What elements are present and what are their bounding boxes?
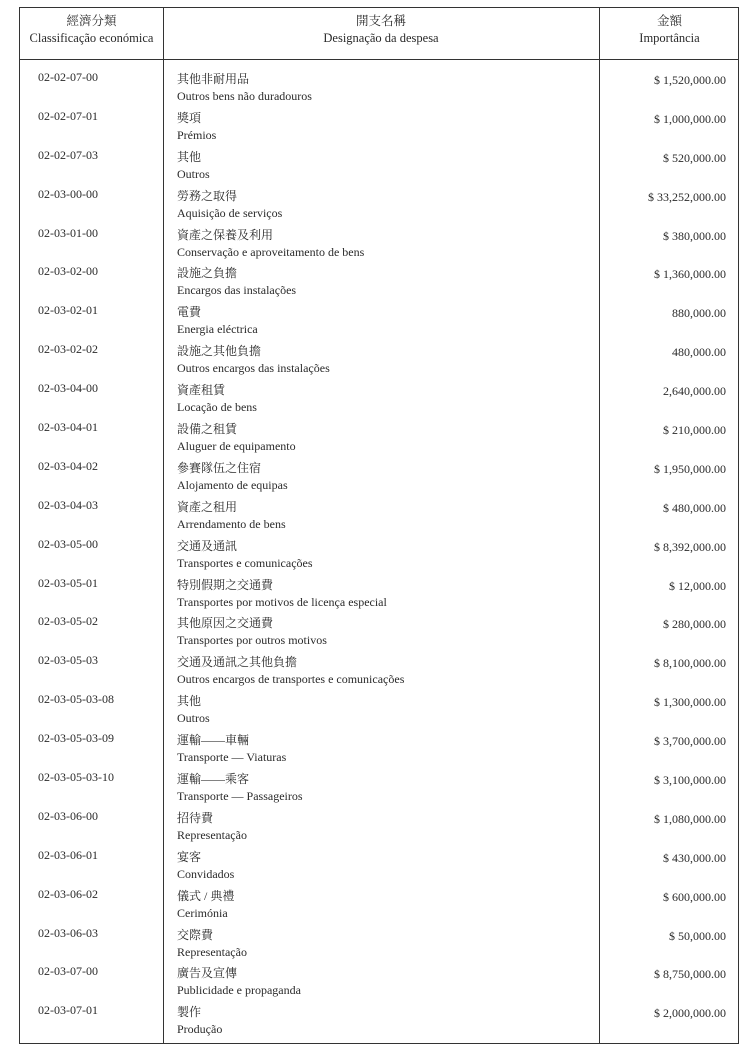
row-code: 02-03-06-02 [38, 886, 98, 901]
row-code: 02-02-07-01 [38, 108, 98, 123]
row-designation-zh: 設施之其他負擔 [177, 344, 262, 359]
row-amount: $ 210,000.00 [663, 423, 726, 438]
row-amount: $ 1,000,000.00 [654, 111, 726, 126]
header-amount-zh: 金額 [656, 14, 682, 28]
row-amount: $ 380,000.00 [663, 228, 726, 243]
row-designation-zh: 運輸——車輛 [177, 733, 250, 748]
row-designation-zh: 勞務之取得 [177, 188, 238, 203]
table-row [20, 651, 740, 690]
row-amount: $ 430,000.00 [663, 850, 726, 865]
row-designation-pt: Outros encargos de transportes e comunicações [177, 672, 405, 687]
table-row [20, 885, 740, 924]
row-amount: $ 3,700,000.00 [654, 734, 726, 749]
row-code: 02-03-05-03-08 [38, 692, 114, 707]
row-amount: $ 600,000.00 [663, 889, 726, 904]
row-amount: $ 1,950,000.00 [654, 461, 726, 476]
row-code: 02-03-07-00 [38, 964, 98, 979]
row-amount: $ 2,000,000.00 [654, 1006, 726, 1021]
table-row [20, 729, 740, 768]
row-amount: $ 1,520,000.00 [654, 73, 726, 87]
row-code: 02-03-05-03 [38, 653, 98, 668]
table-row [20, 340, 740, 379]
row-amount: $ 1,080,000.00 [654, 811, 726, 826]
row-code: 02-03-06-01 [38, 847, 98, 862]
row-code: 02-02-07-03 [38, 147, 98, 162]
row-designation-zh: 設備之租賃 [177, 422, 238, 437]
row-code: 02-03-05-03-10 [38, 770, 114, 785]
table-row [20, 846, 740, 885]
row-designation-pt: Transportes e comunicações [177, 555, 313, 570]
row-amount: 880,000.00 [672, 306, 726, 321]
table-row [20, 262, 740, 301]
row-designation-pt: Outros [177, 166, 210, 181]
row-amount: $ 50,000.00 [669, 928, 726, 943]
row-amount: $ 8,392,000.00 [654, 539, 726, 554]
row-designation-pt: Representação [177, 944, 247, 959]
table-row [20, 107, 740, 146]
table-row [20, 68, 740, 107]
row-designation-zh: 其他 [177, 149, 202, 164]
row-amount: 2,640,000.00 [663, 384, 726, 399]
row-code: 02-03-05-00 [38, 536, 98, 551]
budget-table [19, 7, 739, 1044]
row-designation-zh: 交通及通訊 [177, 538, 238, 553]
row-designation-pt: Outros encargos das instalações [177, 361, 330, 376]
row-code: 02-03-02-02 [38, 342, 98, 357]
table-row [20, 224, 740, 263]
row-designation-zh: 招待費 [177, 810, 214, 825]
header-classification-zh: 經濟分類 [66, 14, 117, 28]
row-amount: $ 520,000.00 [663, 150, 726, 165]
table-row [20, 496, 740, 535]
row-designation-zh: 電費 [177, 305, 202, 320]
row-amount: 480,000.00 [672, 345, 726, 360]
row-designation-zh: 交通及通訊之其他負擔 [177, 655, 298, 670]
row-code: 02-03-02-00 [38, 264, 98, 279]
row-designation-zh: 其他原因之交通費 [177, 616, 274, 631]
table-row [20, 379, 740, 418]
row-designation-zh: 廣告及宣傳 [177, 966, 238, 981]
row-designation-zh: 獎項 [177, 110, 202, 125]
row-code: 02-03-04-03 [38, 497, 98, 512]
header-divider [20, 59, 738, 60]
table-row [20, 768, 740, 807]
row-designation-pt: Encargos das instalações [177, 283, 297, 298]
row-designation-pt: Outros bens não duradouros [177, 89, 312, 103]
table-row [20, 612, 740, 651]
row-designation-zh: 資產租賃 [177, 383, 226, 398]
row-amount: $ 1,360,000.00 [654, 267, 726, 282]
row-code: 02-03-07-01 [38, 1003, 98, 1018]
header-classification-pt: Classificação económica [29, 31, 154, 45]
header-designation [163, 13, 599, 47]
row-code: 02-03-02-01 [38, 303, 98, 318]
row-code: 02-03-04-00 [38, 381, 98, 396]
row-code: 02-03-06-00 [38, 808, 98, 823]
row-designation-pt: Arrendamento de bens [177, 516, 286, 531]
row-designation-zh: 參賽隊伍之住宿 [177, 460, 262, 475]
table-row [20, 690, 740, 729]
table-row [20, 1001, 740, 1040]
header-classification [20, 13, 163, 47]
table-row [20, 535, 740, 574]
row-designation-pt: Produção [177, 1022, 223, 1037]
row-designation-pt: Outros [177, 711, 210, 726]
table-row [20, 924, 740, 963]
row-code: 02-03-04-01 [38, 420, 98, 435]
row-designation-zh: 儀式 / 典禮 [177, 888, 235, 903]
row-designation-pt: Aquisição de serviços [177, 205, 283, 220]
row-designation-zh: 資產之租用 [177, 499, 238, 514]
table-row [20, 962, 740, 1001]
row-designation-pt: Transportes por outros motivos [177, 633, 327, 648]
row-designation-pt: Cerimónia [177, 905, 228, 920]
row-designation-pt: Alojamento de equipas [177, 477, 288, 492]
row-amount: $ 8,750,000.00 [654, 967, 726, 982]
row-code: 02-03-05-01 [38, 575, 98, 590]
row-designation-zh: 運輸——乘客 [177, 772, 250, 787]
row-amount: $ 280,000.00 [663, 617, 726, 632]
row-amount: $ 480,000.00 [663, 500, 726, 515]
row-code: 02-03-01-00 [38, 225, 98, 240]
row-designation-zh: 交際費 [177, 927, 214, 942]
row-amount: $ 1,300,000.00 [654, 695, 726, 710]
table-row [20, 418, 740, 457]
row-designation-zh: 設施之負擔 [177, 266, 238, 281]
row-designation-pt: Publicidade e propaganda [177, 983, 301, 998]
row-designation-pt: Locação de bens [177, 400, 257, 415]
row-designation-pt: Aluguer de equipamento [177, 439, 296, 454]
table-row [20, 574, 740, 613]
row-amount: $ 12,000.00 [669, 578, 726, 593]
row-designation-pt: Transporte — Passageiros [177, 789, 303, 804]
table-row [20, 301, 740, 340]
row-designation-pt: Representação [177, 827, 247, 842]
table-row [20, 185, 740, 224]
table-row [20, 146, 740, 185]
row-code: 02-02-07-00 [38, 70, 98, 84]
row-designation-zh: 資產之保養及利用 [177, 227, 274, 242]
table-row [20, 807, 740, 846]
row-code: 02-03-00-00 [38, 186, 98, 201]
row-code: 02-03-05-03-09 [38, 731, 114, 746]
header-designation-zh: 開支名稱 [355, 14, 406, 28]
row-designation-zh: 特別假期之交通費 [177, 577, 274, 592]
row-designation-pt: Energia eléctrica [177, 322, 258, 337]
row-amount: $ 3,100,000.00 [654, 773, 726, 788]
row-amount: $ 33,252,000.00 [648, 189, 726, 204]
row-code: 02-03-06-03 [38, 925, 98, 940]
header-designation-pt: Designação da despesa [323, 31, 439, 45]
row-designation-pt: Transportes por motivos de licença especial [177, 594, 387, 609]
table-row [20, 457, 740, 496]
row-designation-pt: Conservação e aproveitamento de bens [177, 244, 365, 259]
row-code: 02-03-05-02 [38, 614, 98, 629]
row-designation-zh: 其他非耐用品 [177, 72, 250, 86]
row-designation-pt: Transporte — Viaturas [177, 750, 287, 765]
row-designation-zh: 宴客 [177, 849, 202, 864]
row-amount: $ 8,100,000.00 [654, 656, 726, 671]
row-designation-zh: 其他 [177, 694, 202, 709]
row-designation-pt: Prémios [177, 127, 217, 142]
row-designation-zh: 製作 [177, 1005, 202, 1020]
table-body [20, 68, 740, 1040]
row-designation-pt: Convidados [177, 866, 235, 881]
header-amount [599, 13, 740, 47]
header-amount-pt: Importância [639, 31, 700, 45]
row-code: 02-03-04-02 [38, 458, 98, 473]
